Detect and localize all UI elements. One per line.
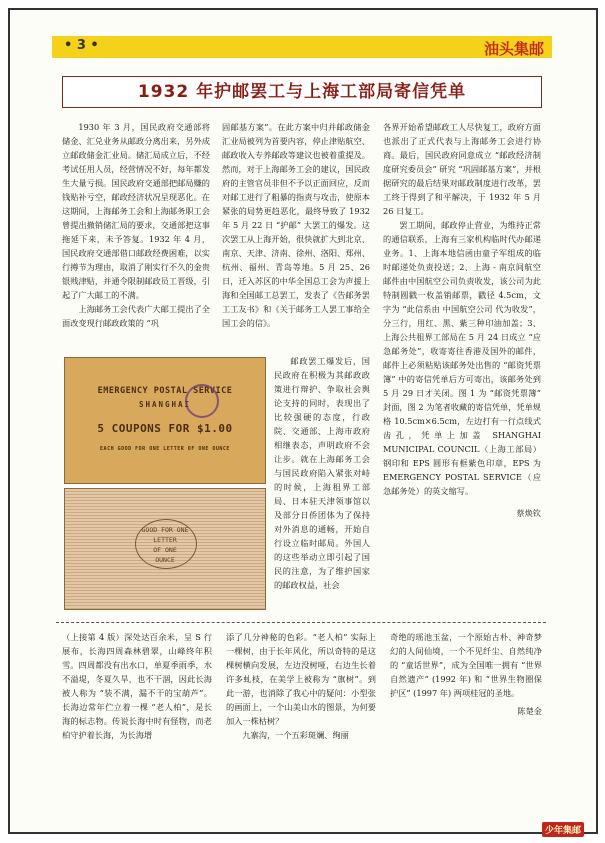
article-paragraph: 各界开始希望邮政工人尽快复工，政府方面也派出了正式代表与上海邮务工会进行协商。最后，国民政府同意成立 “邮政经济制度研究委员会” 研究 “巩固邮基方案”，并根据研究的最后结果对邮政制度进行改革，罢工终于得到了和平解决，于 1932 年 5 月 26 日复工。: [383, 122, 541, 216]
figure-1-line-4: EACH GOOD FOR ONE LETTER OF ONE OUNCE: [100, 446, 230, 452]
continued-column-3: [390, 630, 542, 718]
article-paragraph: 上海邮务工会代表广大邮工提出了全面改变现行邮政政策的 “巩: [62, 304, 210, 328]
article-column-1: [62, 120, 210, 330]
continued-author: 陈楚金: [517, 706, 542, 716]
figure-2-line-2: LETTER: [153, 536, 177, 544]
article-title: 1932 年护邮罢工与上海工部局寄信凭单: [137, 82, 467, 102]
article-paragraph: 固邮基方案”。在此方案中归并邮政储金汇业局被列为首要内容，停止津贴航空、邮政收入专养邮政等建议也被着重提及。然而，对于上海邮务工会的建议，国民政府的主管官员非但不予以正面回应，反而对邮工进行了粗暴的指责与攻击，使原本紧张的局势更趋恶化，最终导致了 1932 年 5 月 22 日 “护邮” 大罢工的爆发。这次罢工从上海开始，很快就扩大到北京、南京、天津、济南、徐州、洛阳、郑州、杭州、福州、青岛等地。5 月 25、26 日，迁入苏区的中华全国总工会为声援上海和全国邮工总罢工，发表了《告邮务罢工工友书》和《关于邮务工人罢工事给全国工会的信》。: [222, 122, 370, 328]
figure-1-line-2: SHANGHAI: [138, 400, 192, 409]
article-author: 蔡焕钦: [516, 508, 541, 518]
article-column-3: [383, 120, 541, 520]
article-paragraph: 邮政罢工爆发后，国民政府在积极为其邮政政策进行辩护、争取社会舆论支持的同时，表现出了比较强硬的态度，行政院、交通部、上海市政府相继表态，声明政府不会让步。就在上海邮务工会与国民政府陷入紧张对峙的时候，上海租界工部局、日本驻天津领事馆以及部分日侨团体为了保持对外消息的通畅，开始自行设立临时邮局。外国人的这些举动立即引起了国民的注意，为了维护国家的邮政权益，社会: [274, 356, 370, 590]
page-number: • 3 •: [64, 38, 99, 53]
figure-1-line-3: 5 COUPONS FOR $1.00: [97, 422, 233, 435]
continued-paragraph: 九寨沟，一个五彩斑斓、绚丽: [242, 730, 349, 740]
section-divider: [56, 622, 546, 623]
publication-name: 油头集邮: [483, 40, 544, 58]
figure-2-line-4: OUNCE: [155, 556, 175, 564]
figure-1-coupon-booklet: [64, 357, 266, 484]
continued-paragraph: 添了几分神秘的色彩。“老人柏” 实际上一棵树，由于长年风化，所以奇特的是这棵树横向发展，左边没树哑，右边生长着许多虬枝，在美学上被称为 “旗树”。到此一游，也消除了我心中的疑问：小型张的画面上，一个山美山水的图景，为何要加入一株枯树？: [226, 632, 376, 726]
figure-2-letter-coupon: [64, 488, 266, 610]
continued-paragraph: （上接第 4 版）深处达百余米，呈 S 行展布，长海四周森林碧翠，山峰终年积雪。四周都没有出水口，单夏季雨季，水不溢堤，冬夏久旱，也不干涸，因此长海被人称为 “装不满，漏不干的宝葫芦”。长海边常年伫立着一棵 “老人柏”，是长海的标志物。传说长海中时有怪物，而老柏守护着长海，为长海增: [62, 632, 212, 740]
continued-paragraph: 奇绝的瑶池玉盆，一个原始古朴、神奇梦幻的人间仙境，一个不见纤尘、自然纯净的 “童话世界”，成为全国唯一拥有 “世界自然遗产” (1992 年) 和 “世界生物圈保护区” (1997 年) 两项桂冠的圣地。: [390, 632, 542, 698]
article-column-2: [222, 120, 370, 330]
article-paragraph: 罢工期间，邮政停止营业，为维持正常的通信联系，上海有三家机构临时代办邮递业务。1、上海本地信函由童子军组成的临时邮递处负责投送；2、上海 - 南京间航空邮件由中国航空公司负责收发，该公司为此特制圆戳一枚盖销邮票，戳径 4.5cm，文字为 “此信系由 中国航空公司 代为收发”，分三行，用红、黑、紫三种印油加盖；3、上海公共租界工部局在 5 月 24 日成立 “应急邮务处”，收寄寄往香港及国外的邮件，邮件上必须粘贴该邮务处出售的 “邮资凭票簿” 中的寄信凭单后方可寄出，该邮务处到 5 月 29 日才关闭。图 1 为 “邮资凭票簿” 封面，图 2 为笔者收藏的寄信凭单，凭单规格 10.5cm×6.5cm，左边打有一行点线式齿孔，凭单上加盖 SHANGHAI MUNICIPAL COUNCIL（上海工部局）钢印和 EPS 圆形有框紫色印章，EPS 为 EMERGENCY POSTAL SERVICE（应急邮务处）的英文缩写。: [383, 220, 541, 496]
article-column-2-continued: [274, 354, 370, 592]
figure-2-line-1: GOOD FOR ONE: [141, 526, 189, 534]
figure-1-line-1: EMERGENCY POSTAL SERVICE: [97, 386, 233, 396]
figure-2-line-3: OF ONE: [153, 546, 177, 554]
magazine-logo: 少年集邮: [542, 822, 584, 837]
eps-stamp-icon: [185, 384, 219, 418]
continued-column-2: [226, 630, 376, 742]
continued-column-1: [62, 630, 212, 742]
article-title-box: [62, 76, 542, 108]
page-header: [52, 36, 552, 58]
article-paragraph: 1930 年 3 月，国民政府交通部将储金、汇兑业务从邮政分离出来，另外成立邮政储金汇业局。储汇局成立后，不经考试任用人员，经营情况不好，每年都发生大量亏损。国民政府交通部把邮局赚的钱贴补亏空，邮政经济状况呈现恶化。在这期间，上海邮务工会和上海邮务职工会曾提出撤销储汇局的要求，交通部把这事拖延下来，未予答复。1932 年 4 月，国民政府交通部借口邮政经费困难，以实行撙节为理由，取消了刚实行不久的金贵银贱津贴，并通令限制邮政员工晋级，引起了广大邮工的不满。: [62, 122, 210, 300]
